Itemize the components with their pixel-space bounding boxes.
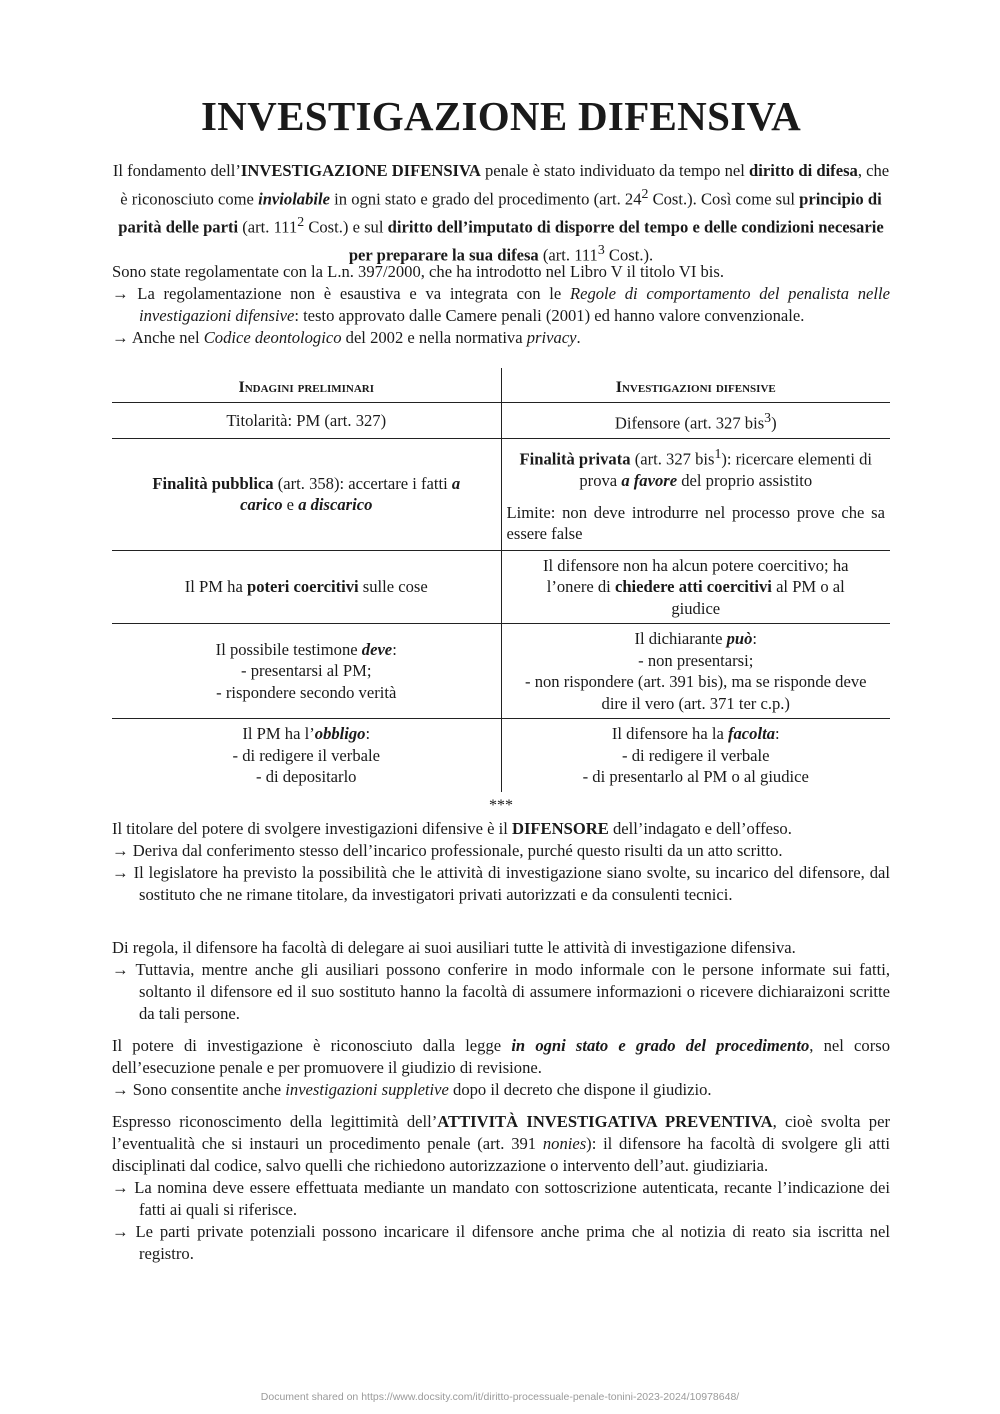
text: Il PM ha xyxy=(184,577,247,597)
term: obbligo xyxy=(314,724,366,744)
text: : xyxy=(365,724,371,744)
text: penale è stato individuato da tempo nel xyxy=(480,161,750,180)
table-row xyxy=(112,624,890,719)
text: Il titolare del potere di svolgere investigazioni difensive è il xyxy=(112,819,512,838)
text: sulle cose xyxy=(358,577,428,597)
text: → Anche nel xyxy=(112,328,204,347)
term: diritto di difesa xyxy=(749,161,858,180)
paragraph-arrow xyxy=(112,1079,890,1101)
text: Regole di comportamento del penalista nelle investigazioni difensive xyxy=(139,284,890,325)
column-header: Indagini preliminari xyxy=(112,368,501,403)
cell-line: - non presentarsi; xyxy=(638,650,754,670)
text: (art. 111 xyxy=(538,245,598,265)
regulation-arrow-1 xyxy=(112,283,890,327)
cell-line xyxy=(117,639,496,661)
text: Il potere di investigazione è riconosciuto dalla legge xyxy=(112,1036,512,1055)
paragraph-scope xyxy=(112,1035,890,1101)
superscript: 3 xyxy=(597,241,605,257)
text: Codice deontologico xyxy=(203,328,342,347)
term: DIFENSORE xyxy=(511,819,609,838)
table-cell xyxy=(501,439,890,551)
text: Cost.). xyxy=(604,245,654,265)
cell-line xyxy=(507,723,886,745)
term: deve xyxy=(361,639,393,659)
table-row xyxy=(112,403,890,439)
text: Espresso riconoscimento della legittimità dell’ xyxy=(112,1112,438,1131)
superscript: 2 xyxy=(641,185,649,201)
cell-line: - non rispondere (art. 391 bis), ma se risponde deve dire il vero (art. 371 ter c.p.) xyxy=(525,672,867,713)
text: Il difensore ha la xyxy=(611,724,728,744)
text: Il difensore non ha alcun potere coercitivo; ha l’onere di xyxy=(543,555,849,597)
paragraph-line xyxy=(112,1035,890,1079)
term: può xyxy=(726,629,753,649)
table-row xyxy=(112,550,890,624)
text: ) xyxy=(771,413,777,433)
table-cell xyxy=(112,403,501,439)
cell-line xyxy=(117,723,496,745)
text: → La regolamentazione non è esaustiva e va integrata con le xyxy=(112,284,570,303)
table-header-row xyxy=(112,368,890,403)
section-separator: *** xyxy=(489,797,513,814)
paragraph-line xyxy=(112,1111,890,1177)
cell-paragraph xyxy=(507,443,886,492)
table-cell xyxy=(501,550,890,624)
paragraph-delegation xyxy=(112,937,890,1025)
superscript: 1 xyxy=(714,446,722,462)
text: Il fondamento dell’ xyxy=(112,161,241,180)
regulation-line: Sono state regolamentate con la L.n. 397/2000, che ha introdotto nel Libro V il titolo VI bis. xyxy=(112,262,725,281)
table-cell xyxy=(112,624,501,719)
cell-line: - di depositarlo xyxy=(256,767,357,787)
superscript: 2 xyxy=(297,213,305,229)
paragraph-arrow: → Le parti private potenziali possono incaricare il difensore anche prima che al notizia di reato sia iscritta nel registro. xyxy=(112,1222,890,1263)
text: → Sono consentite anche xyxy=(112,1080,286,1099)
cell-line: - di redigere il verbale xyxy=(232,745,380,765)
text: privacy xyxy=(526,328,577,347)
text: ): il difensore ha facoltà di svolgere gli atti disciplinati dal codice, salvo quelli che richiedono autorizzazione o intervento dell’aut. giudiziaria. xyxy=(112,1134,890,1175)
text: Il dichiarante xyxy=(634,629,727,649)
term: poteri coercitivi xyxy=(246,577,359,597)
term: diritto dell’imputato di disporre del tempo e delle condizioni necesarie per preparare la sua difesa xyxy=(348,217,884,265)
paragraph-arrow: → Tuttavia, mentre anche gli ausiliari possono conferire in modo informale con le persone informate sui fatti, soltanto il difensore ed il suo sostituto hanno la facoltà di assumere informazioni o ricevere dichiaraizoni scritte da tali persone. xyxy=(112,960,890,1023)
comparison-table xyxy=(112,368,890,792)
paragraph-line xyxy=(112,818,890,840)
text: , che è riconosciuto come xyxy=(120,161,890,209)
text: (art. 358): accertare i fatti xyxy=(273,473,452,493)
text: (art. 111 xyxy=(238,217,298,237)
paragraph-arrow: → Deriva dal conferimento stesso dell’incarico professionale, purché questo risulti da un atto scritto. xyxy=(112,841,783,860)
text: del 2002 e nella normativa xyxy=(341,328,527,347)
term: Finalità pubblica xyxy=(152,473,274,493)
text: , cioè svolta per l’eventualità che si instauri un procedimento penale (art. 391 xyxy=(112,1112,890,1153)
table-row xyxy=(112,439,890,551)
table-cell xyxy=(501,403,890,439)
intro-paragraph xyxy=(112,160,890,267)
paragraph-preventive xyxy=(112,1111,890,1265)
text: (art. 327 bis xyxy=(630,449,715,469)
text: del proprio assistito xyxy=(677,471,813,491)
regulation-arrow-2 xyxy=(112,327,890,349)
page-title: INVESTIGAZIONE DIFENSIVA xyxy=(201,93,801,139)
term: facolta xyxy=(727,724,775,744)
source-footer: Document shared on https://www.docsity.com/it/diritto-processuale-penale-tonini-2023-2024/10978648/ xyxy=(260,1391,740,1403)
term: in ogni stato e grado del procedimento xyxy=(511,1036,810,1055)
column-header: Investigazioni difensive xyxy=(501,368,890,403)
text: ): ricercare elementi di prova xyxy=(579,449,873,491)
text: nonies xyxy=(542,1134,587,1153)
text: dell’indagato e dell’offeso. xyxy=(608,819,792,838)
term: inviolabile xyxy=(258,189,330,209)
term: ATTIVITÀ INVESTIGATIVA PREVENTIVA xyxy=(437,1112,773,1131)
table-cell xyxy=(112,550,501,624)
term: chiedere atti coercitivi xyxy=(614,577,772,597)
text: : xyxy=(752,629,758,649)
cell-paragraph: Limite: non deve introdurre nel processo prove che sa essere false xyxy=(506,502,885,544)
superscript: 3 xyxy=(764,410,772,425)
text: : xyxy=(392,639,397,659)
text: : testo approvato dalle Camere penali (2001) ed hanno valore convenzionale. xyxy=(294,306,805,325)
cell-line: - presentarsi al PM; xyxy=(241,661,372,681)
paragraph-holder xyxy=(112,818,890,906)
cell-line: - di redigere il verbale xyxy=(622,745,770,765)
regulation-section xyxy=(112,261,890,349)
cell-line xyxy=(516,628,877,650)
text: investigazioni suppletive xyxy=(285,1080,449,1099)
text: Il PM ha l’ xyxy=(242,724,315,744)
text: Cost.) e sul xyxy=(304,217,388,237)
text: Titolarità: PM (art. 327) xyxy=(226,410,387,430)
term: a carico xyxy=(240,473,461,515)
text: , nel corso dell’esecuzione penale e per promuovere il giudizio di revisione. xyxy=(112,1036,890,1077)
paragraph-arrow: → La nomina deve essere effettuata mediante un mandato con sottoscrizione autenticata, recante l’indicazione dei fatti ai quali si riferisce. xyxy=(112,1178,890,1219)
text: in ogni stato e grado del procedimento (art. 24 xyxy=(329,189,642,209)
cell-line: - di presentarlo al PM o al giudice xyxy=(582,767,809,787)
text: : xyxy=(775,724,780,744)
term: INVESTIGAZIONE DIFENSIVA xyxy=(240,161,481,180)
cell-line: - rispondere secondo verità xyxy=(216,682,397,702)
text: . xyxy=(576,328,581,347)
term: Finalità privata xyxy=(519,449,631,469)
text: Cost.). Così come sul xyxy=(648,189,800,209)
term: principio di parità delle parti xyxy=(118,189,882,237)
table-cell xyxy=(501,719,890,792)
text: Difensore (art. 327 bis xyxy=(614,413,765,433)
term: a discarico xyxy=(298,495,373,515)
text: al PM o al giudice xyxy=(671,577,845,618)
paragraph-line: Di regola, il difensore ha facoltà di delegare ai suoi ausiliari tutte le attività di investigazione difensiva. xyxy=(112,938,796,957)
table-cell xyxy=(112,439,501,551)
text: Il possibile testimone xyxy=(215,639,362,659)
table-cell xyxy=(112,719,501,792)
table-cell xyxy=(501,624,890,719)
table-row xyxy=(112,719,890,792)
term: a favore xyxy=(621,471,678,491)
paragraph-arrow: → Il legislatore ha previsto la possibilità che le attività di investigazione siano svolte, su incarico del difensore, dal sostituto che ne rimane titolare, da investigatori privati autorizzati e da consulenti tecnici. xyxy=(112,863,890,904)
text: e xyxy=(282,495,299,515)
text: dopo il decreto che dispone il giudizio. xyxy=(448,1080,712,1099)
